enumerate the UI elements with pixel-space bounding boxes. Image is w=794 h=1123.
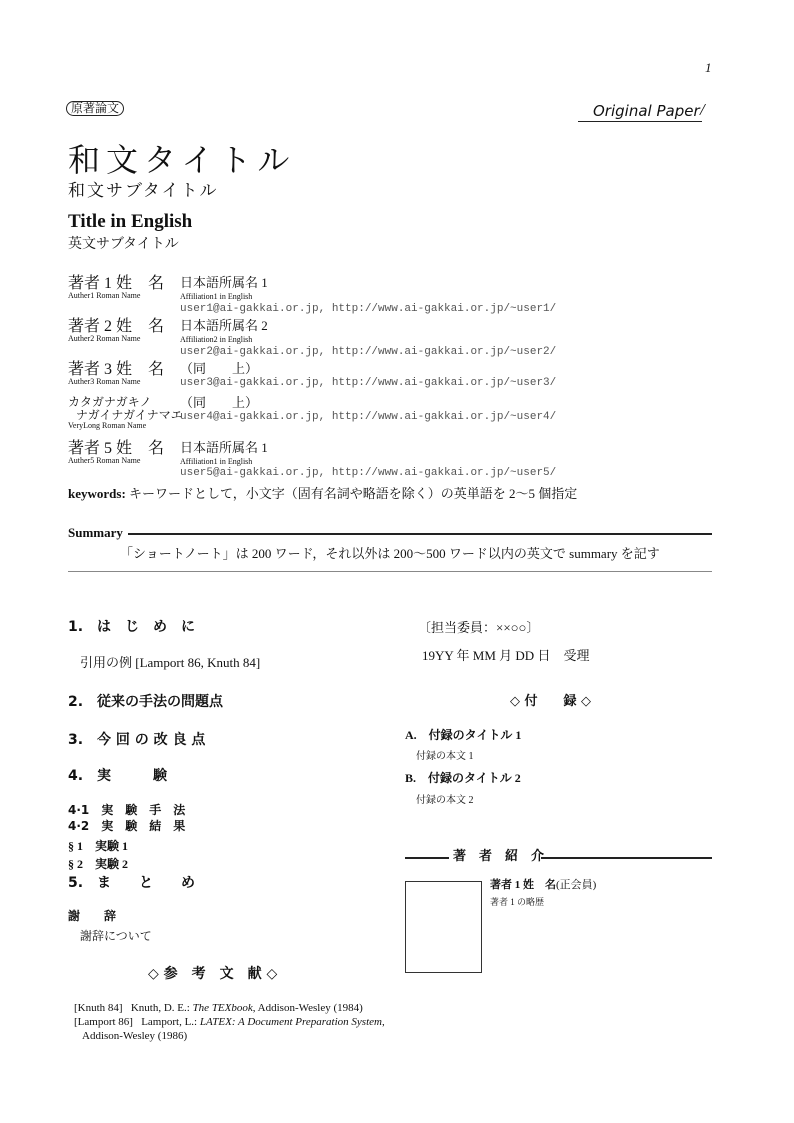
title-ja: 和文タイトル [68,142,296,178]
summary-label: Summary [68,525,123,540]
reference-key: [Knuth 84] [74,1002,123,1014]
summary-text: 「ショートノート」は 200 ワード，それ以外は 200〜500 ワード以内の英文で summary を記す [120,546,660,561]
author-roman: VeryLong Roman Name [68,421,147,430]
appendix-b-title: B. 付録のタイトル 2 [405,771,521,785]
author-name: 著者 1 姓 名 [68,275,165,292]
author-contact: user3@ai-gakkai.or.jp, http://www.ai-gakkai.or.jp/~user3/ [180,377,557,389]
appendix-heading: ◇ 付 録 ◇ [510,694,592,709]
bio-heading: 著 者 紹 介 [453,849,545,864]
keywords-text: キーワードとして，小文字（固有名詞や略語を除く）の英単語を 2〜5 個指定 [129,486,578,501]
author-contact: user1@ai-gakkai.or.jp, http://www.ai-gakkai.or.jp/~user1/ [180,303,557,315]
reference-item: [Lamport 86] Lamport, L.: LATEX: A Document Preparation System, [74,1016,385,1028]
paragraph-1: § 1 実験 1 [68,839,129,853]
paper-type-badge: 原著論文 [66,101,124,116]
received-date: 19YY 年 MM 月 DD 日 受理 [422,648,590,663]
author-contact: user5@ai-gakkai.or.jp, http://www.ai-gakkai.or.jp/~user5/ [180,467,557,479]
keywords [68,487,577,501]
category-underline [578,121,702,122]
author-roman: Auther2 Roman Name [68,334,141,343]
author-name-line2: ナガイナガイナマエ [76,408,183,422]
appendix-a-body: 付録の本文 1 [416,751,474,762]
author-contact: user2@ai-gakkai.or.jp, http://www.ai-gakkai.or.jp/~user2/ [180,346,557,358]
subtitle-en: 英文サブタイトル [68,237,179,252]
section-1-heading: 1. は じ め に [68,619,196,635]
paragraph-2: § 2 実験 2 [68,857,129,871]
author-affil: （同 上） [180,361,259,376]
author-affil: （同 上） [180,395,259,410]
section-4-heading: 4. 実 験 [68,768,168,784]
author-roman: Auther5 Roman Name [68,456,141,465]
bio-rule-left [405,857,449,859]
references-heading: ◇ 参 考 文 献 ◇ [148,966,278,982]
section-5-heading: 5. ま と め [68,875,196,891]
section-2-heading: 2. 従来の手法の問題点 [68,694,224,710]
author-affil-en: Affiliation1 in English [180,292,253,301]
bio-author [490,879,596,891]
bio-rule-right [541,857,712,859]
section-1-body: 引用の例 [Lamport 86, Knuth 84] [80,655,261,670]
author-affil: 日本語所属名 1 [180,440,268,455]
author-contact: user4@ai-gakkai.or.jp, http://www.ai-gakkai.or.jp/~user4/ [180,411,557,423]
subtitle-ja: 和文サブタイトル [68,181,219,200]
bio-body: 著者 1 の略歴 [490,897,545,907]
reference-item: [Knuth 84] Knuth, D. E.: The TEXbook, Addison-Wesley (1984) [74,1002,363,1014]
category-label: Original Paper [593,102,700,120]
bio-member-type: (正会員) [556,879,597,891]
author-name: 著者 3 姓 名 [68,361,165,378]
summary-rule-bottom [68,571,712,572]
editor-note: 〔担当委員：××○○〕 [418,620,540,635]
keywords-label: keywords: [68,486,126,501]
bio-author-name: 著者 1 姓 名 [490,879,556,891]
reference-continuation: Addison-Wesley (1986) [82,1030,188,1042]
acknowledgment-heading: 謝 辞 [68,909,117,923]
appendix-a-title: A. 付録のタイトル 1 [405,728,522,742]
category-slash: / [700,100,705,119]
author-affil-en: Affiliation1 in English [180,457,253,466]
author-affil-en: Affiliation2 in English [180,335,253,344]
title-en: Title in English [68,211,193,232]
acknowledgment-body: 謝辞について [80,929,152,943]
section-3-heading: 3. 今 回 の 改 良 点 [68,732,206,748]
summary-rule-top [128,533,712,535]
appendix-b-body: 付録の本文 2 [416,795,474,806]
reference-key: [Lamport 86] [74,1016,133,1028]
author-affil: 日本語所属名 1 [180,275,268,290]
author-name: 著者 2 姓 名 [68,318,165,335]
author-roman: Auther3 Roman Name [68,377,141,386]
author-name: カタガナガキノ [68,395,152,409]
author-photo-placeholder [405,881,482,973]
author-roman: Auther1 Roman Name [68,291,141,300]
subsection-4-2: 4·2 実 験 結 果 [68,819,186,833]
author-name: 著者 5 姓 名 [68,440,165,457]
subsection-4-1: 4·1 実 験 手 法 [68,803,186,817]
author-affil: 日本語所属名 2 [180,318,268,333]
page-number: 1 [705,60,712,75]
